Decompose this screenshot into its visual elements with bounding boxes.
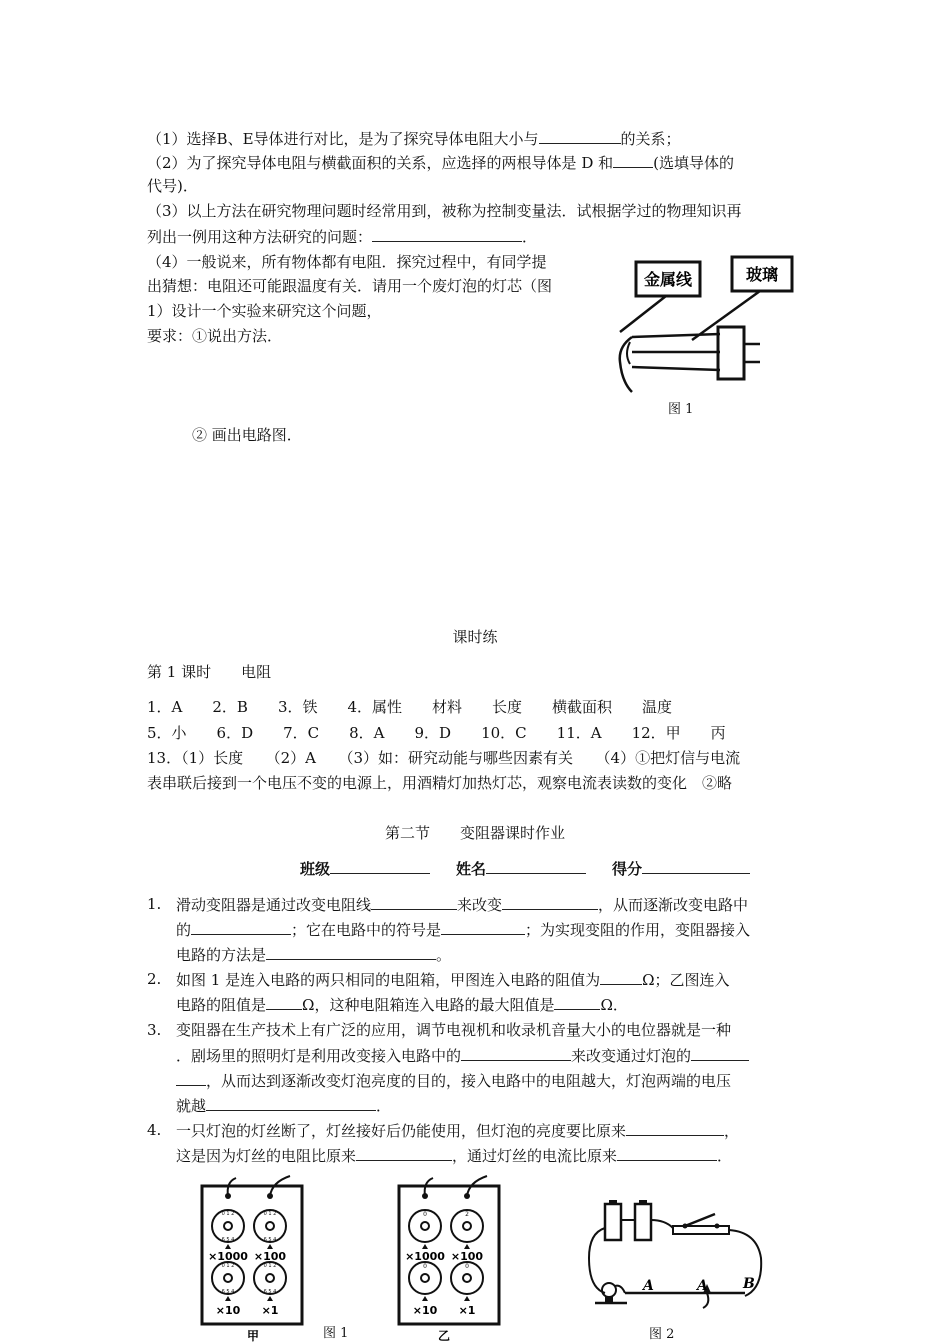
switch-base xyxy=(673,1226,729,1234)
x1-label: ×1 xyxy=(261,1304,279,1317)
answer-blank[interactable] xyxy=(502,893,598,910)
answer-row: 1．A 2．B 3．铁 4．属性 材料 长度 横截面积 温度 xyxy=(147,698,673,716)
svg-text:6 5 4: 6 5 4 xyxy=(221,1237,235,1243)
figure-caption: 图 1 xyxy=(668,402,694,417)
question-number: 3. xyxy=(147,1021,162,1039)
rheostat-q4: 一只灯泡的灯丝断了，灯丝接好后仍能使用，但灯泡的亮度要比原来 ， xyxy=(176,1119,739,1142)
figure-caption: 图 1 xyxy=(323,1326,349,1341)
x100-label: ×100 xyxy=(253,1250,287,1263)
rheostat-q2: 如图 1 是连入电路的两只相同的电阻箱，甲图连入电路的阻值为 Ω；乙图连入 xyxy=(176,968,730,991)
filament-figure xyxy=(610,252,800,397)
x10-label: ×10 xyxy=(412,1304,438,1317)
answer-blank[interactable] xyxy=(191,918,291,935)
answer-blank[interactable] xyxy=(554,993,600,1010)
rheostat-q3-cont: ．剧场里的照明灯是利用改变接入电路中的 来改变通过灯泡的 xyxy=(176,1044,749,1067)
question-4-req1: 要求：①说出方法． xyxy=(147,327,283,345)
resistance-box-jia xyxy=(198,1174,308,1344)
question-4-req2: ② 画出电路图． xyxy=(192,426,302,444)
student-info: 班级 姓名 得分 xyxy=(300,857,750,880)
answer-blank[interactable] xyxy=(206,1094,376,1111)
answer-blank[interactable] xyxy=(176,1069,206,1086)
svg-text:2: 2 xyxy=(465,1211,469,1218)
x1000-label: ×1000 xyxy=(208,1250,248,1263)
question-4-cont: 出猜想：电阻还可能跟温度有关．请用一个废灯泡的灯芯（图 xyxy=(147,277,553,295)
rheostat-q3-cont2: ，从而达到逐渐改变灯泡亮度的目的，接入电路中的电阻越大，灯泡两端的电压 xyxy=(176,1069,731,1092)
answer-blank[interactable] xyxy=(371,893,457,910)
battery-2 xyxy=(635,1204,651,1240)
answer-blank[interactable] xyxy=(617,1144,717,1161)
rheostat-q1: 滑动变阻器是通过改变电阻线 来改变 ，从而逐渐改变电路中 xyxy=(176,893,748,916)
svg-text:0: 0 xyxy=(423,1211,427,1218)
answer-blank[interactable] xyxy=(626,1119,724,1136)
answers-title: 课时练 xyxy=(452,628,498,646)
rheostat-q3-cont3: 就越 ． xyxy=(176,1094,391,1117)
answer-blank[interactable] xyxy=(266,943,436,960)
point-a2-label: A xyxy=(697,1278,708,1294)
svg-text:0: 0 xyxy=(423,1263,427,1270)
rheostat-q2-cont: 电路的阻值是 Ω，这种电阻箱连入电路的最大阻值是 Ω． xyxy=(176,993,628,1016)
glass-label: 玻璃 xyxy=(745,265,779,284)
class-field[interactable] xyxy=(330,857,430,874)
answer-blank[interactable] xyxy=(600,968,642,985)
answer-blank[interactable] xyxy=(441,918,525,935)
question-4-cont2: 1）设计一个实验来研究这个问题， xyxy=(147,302,382,320)
question-2-cont: 代号)． xyxy=(147,177,198,195)
answer-row: 表串联后接到一个电压不变的电源上，用酒精灯加热灯芯，观察电流表读数的变化 ②略 xyxy=(147,774,733,792)
switch-lever xyxy=(685,1214,715,1226)
battery-1 xyxy=(605,1204,621,1240)
answer-blank[interactable] xyxy=(539,127,621,144)
question-4: （4）一般说来，所有物体都有电阻．探究过程中，有同学提 xyxy=(147,253,547,271)
resistance-box-yi xyxy=(395,1174,505,1344)
svg-text:0: 0 xyxy=(465,1263,469,1270)
point-b-label: B xyxy=(743,1276,755,1292)
score-field[interactable] xyxy=(642,857,750,874)
x1000-label: ×1000 xyxy=(405,1250,445,1263)
name-field[interactable] xyxy=(486,857,586,874)
rheostat-q1-cont2: 电路的方法是 。 xyxy=(176,943,451,966)
svg-text:6 5 4: 6 5 4 xyxy=(263,1237,277,1243)
answer-blank[interactable] xyxy=(356,1144,452,1161)
answer-row: 13．（1）长度 （2）A （3）如：研究动能与哪些因素有关 （4）①把灯信与电流 xyxy=(147,749,741,767)
svg-text:0 1 2: 0 1 2 xyxy=(263,1263,277,1269)
circuit-figure xyxy=(585,1188,765,1313)
question-1: （1）选择B、E导体进行对比，是为了探究导体电阻大小与 的关系； xyxy=(147,127,681,150)
x100-label: ×100 xyxy=(450,1250,484,1263)
answer-row: 5．小 6．D 7．C 8．A 9．D 10．C 11．A 12．甲 丙 xyxy=(147,724,726,742)
answer-blank[interactable] xyxy=(691,1044,749,1061)
question-3-cont: 列出一例用这种方法研究的问题： ． xyxy=(147,225,537,248)
label-yi: 乙 xyxy=(437,1329,451,1343)
svg-text:6 5 4: 6 5 4 xyxy=(263,1289,277,1295)
label-jia: 甲 xyxy=(246,1329,260,1343)
answer-blank[interactable] xyxy=(613,151,653,168)
x1-label: ×1 xyxy=(458,1304,476,1317)
question-number: 2. xyxy=(147,970,162,988)
rheostat-q3: 变阻器在生产技术上有广泛的应用，调节电视机和收录机音量大小的电位器就是一种 xyxy=(176,1021,732,1039)
x10-label: ×10 xyxy=(215,1304,241,1317)
svg-text:0 1 2: 0 1 2 xyxy=(221,1211,235,1217)
svg-text:0 1 2: 0 1 2 xyxy=(221,1263,235,1269)
section-title: 第二节 变阻器课时作业 xyxy=(384,824,565,842)
metal-wire-label: 金属线 xyxy=(643,270,693,289)
figure-caption: 图 2 xyxy=(649,1327,675,1342)
bulb xyxy=(602,1283,616,1297)
rheostat-q1-cont: 的 ；它在电路中的符号是 ；为实现变阻的作用，变阻器接入 xyxy=(176,918,750,941)
answer-blank[interactable] xyxy=(372,225,522,242)
question-3: （3）以上方法在研究物理问题时经常用到，被称为控制变量法．试根据学过的物理知识再 xyxy=(147,202,742,220)
lesson-heading: 第 1 课时 电阻 xyxy=(147,663,272,681)
answer-blank[interactable] xyxy=(266,993,302,1010)
question-number: 4. xyxy=(147,1121,162,1139)
svg-text:6 5 4: 6 5 4 xyxy=(221,1289,235,1295)
question-2: （2）为了探究导体电阻与横截面积的关系，应选择的两根导体是 D 和 (选填导体的 xyxy=(147,151,734,174)
point-a-label: A xyxy=(643,1278,654,1294)
answer-blank[interactable] xyxy=(461,1044,571,1061)
svg-text:0 1 2: 0 1 2 xyxy=(263,1211,277,1217)
rheostat-q4-cont: 这是因为灯丝的电阻比原来 ，通过灯丝的电流比原来 ． xyxy=(176,1144,732,1167)
question-number: 1. xyxy=(147,895,162,913)
